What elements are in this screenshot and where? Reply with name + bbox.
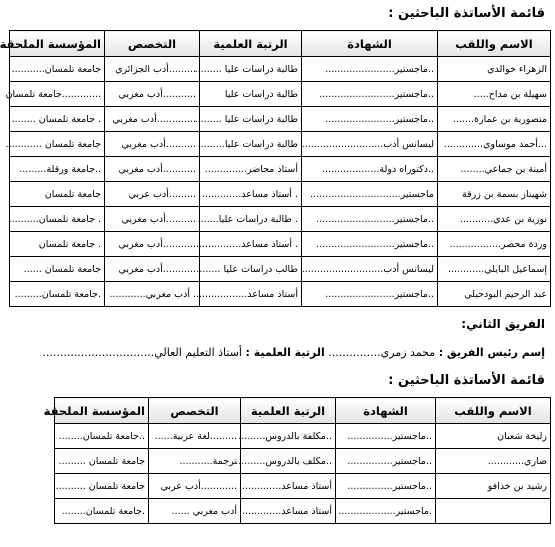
degree-cell: .ماجستير................... — [336, 499, 436, 524]
rank-cell: طالب دراسات عليا ........ — [200, 257, 302, 282]
researchers-table-1 — [0, 30, 551, 307]
institution-cell: جامعة تلمسان ............ — [10, 132, 105, 157]
degree-cell: ..ماجستير....................... — [302, 282, 438, 307]
table1-header-row — [10, 31, 551, 57]
specialty-cell: أدب مغربي ...... — [149, 499, 241, 524]
specialty-cell: .........أدب عربي — [105, 182, 200, 207]
rank-cell: ..مكلفة بالدروس......... — [241, 424, 336, 449]
header-institution: المؤسسة الملحقة — [10, 31, 105, 57]
name-cell: إسماعيل البايلي............ — [438, 257, 551, 282]
degree-cell: ..ماجستير.......................... — [302, 207, 438, 232]
table-row — [55, 499, 551, 524]
specialty-cell: ............أدب عربي — [149, 474, 241, 499]
rank-cell: أستاذ مساعد................. — [200, 282, 302, 307]
institution-cell: جامعة تلمسان ......... — [55, 449, 149, 474]
institution-cell: ..جامعة ورقلة......... — [10, 157, 105, 182]
rank-cell: ..مكلف بالدروس.......... — [241, 449, 336, 474]
table-row — [55, 474, 551, 499]
name-cell: صاري............ — [436, 449, 551, 474]
specialty-cell: ..........أدب مغربي — [105, 132, 200, 157]
leader-rank-label: الرتبة العلمية : — [245, 346, 325, 359]
degree-cell: ..ماجستير....................... — [302, 57, 438, 82]
table-row — [10, 282, 551, 307]
table-row — [10, 132, 551, 157]
leader-name-value: محمد زمري............... — [328, 346, 436, 359]
table-row — [55, 424, 551, 449]
section1-title: قائمة الأساتذة الباحثين : — [388, 6, 545, 21]
table2-header-row — [55, 398, 551, 424]
header-name: الاسم واللقب — [438, 31, 551, 57]
table-row — [10, 207, 551, 232]
degree-cell: ..ماجستير....................... — [302, 107, 438, 132]
rank-cell: . أستاذ مساعد............... — [200, 232, 302, 257]
specialty-cell: ..........أدب مغربي — [105, 207, 200, 232]
name-cell: رشيد بن خذافو — [436, 474, 551, 499]
rank-cell: أستاذ مساعد.............. — [241, 499, 336, 524]
team2-label: الفريق الثاني: — [461, 317, 545, 331]
institution-cell: . جامعة تلمسان — [10, 232, 105, 257]
name-cell: عبد الرحيم البودحيلي — [438, 282, 551, 307]
header-degree: الشهادة — [336, 398, 436, 424]
degree-cell: ..ماجستير............... — [336, 474, 436, 499]
table-row — [10, 182, 551, 207]
specialty-cell: . أدب مغربي............ — [105, 282, 200, 307]
rank-cell: أستاذ مساعد.............. — [241, 474, 336, 499]
name-cell: منصورية بن عمارة....... — [438, 107, 551, 132]
name-cell: شهيناز بسمة بن زرقة — [438, 182, 551, 207]
institution-cell: .جامعة تلمسان......... — [10, 282, 105, 307]
degree-cell: ليسانس أدب........................... — [302, 132, 438, 157]
degree-cell: ليسانس أدب........................... — [302, 257, 438, 282]
institution-cell: .جامعة تلمسان........ — [55, 499, 149, 524]
table-row — [10, 157, 551, 182]
table-row — [10, 232, 551, 257]
degree-cell: ..دكتوراه دولة................... — [302, 157, 438, 182]
table-row — [10, 82, 551, 107]
specialty-cell: ترجمة........... — [149, 449, 241, 474]
specialty-cell: ...........أدب مغربي — [105, 257, 200, 282]
rank-cell: أستاذ محاضر.............. — [200, 157, 302, 182]
header-rank: الرتبة العلمية — [241, 398, 336, 424]
specialty-cell: ...........أدب مغربي — [105, 82, 200, 107]
institution-cell: . جامعة تلمسان ........ — [10, 107, 105, 132]
rank-cell: طالبة دراسات عليا ......... — [200, 107, 302, 132]
header-name: الاسم واللقب — [436, 398, 551, 424]
rank-cell: طالبة دراسات عليا — [200, 82, 302, 107]
name-cell: ...أحمد موساوي............. — [438, 132, 551, 157]
header-specialty: التخصص — [105, 31, 200, 57]
name-cell: أمينة بن جماعي........ — [438, 157, 551, 182]
specialty-cell: .........أدب الجزائري — [105, 57, 200, 82]
header-degree: الشهادة — [302, 31, 438, 57]
table-row — [55, 449, 551, 474]
specialty-cell: ...........أدب مغربي — [105, 157, 200, 182]
leader-name-label: إسم رئيس الفريق : — [438, 346, 545, 359]
name-cell: زليخة شعبان — [436, 424, 551, 449]
institution-cell: جامعة تلمسان........... — [10, 57, 105, 82]
table-row — [10, 107, 551, 132]
degree-cell: ..ماجستير.......................... — [302, 232, 438, 257]
table-row — [10, 57, 551, 82]
name-cell: سهيلة بن مداح..... — [438, 82, 551, 107]
degree-cell: ماجستير.............................. — [302, 182, 438, 207]
rank-cell: طالبة دراسات عليا ......... — [200, 57, 302, 82]
specialty-cell: .............أدب مغربي — [105, 107, 200, 132]
name-cell: وردة محصر................. — [438, 232, 551, 257]
institution-cell: . جامعة تلمسان.......... — [10, 207, 105, 232]
team-leader-line — [25, 345, 545, 361]
degree-cell: ..ماجستير............... — [336, 424, 436, 449]
institution-cell: ..جامعة تلمسان........ — [55, 424, 149, 449]
header-rank: الرتبة العلمية — [200, 31, 302, 57]
header-institution: المؤسسة الملحقة — [55, 398, 149, 424]
specialty-cell: ...........أدب مغربي — [105, 232, 200, 257]
name-cell — [436, 499, 551, 524]
researchers-table-2 — [43, 397, 551, 524]
institution-cell: .............جامعة تلمسان — [10, 82, 105, 107]
name-cell: نورية بن عدي........... — [438, 207, 551, 232]
rank-cell: . طالبة دراسات عليا....... — [200, 207, 302, 232]
name-cell: الزهراء خوالدي — [438, 57, 551, 82]
degree-cell: ..ماجستير............... — [336, 449, 436, 474]
rank-cell: . أستاذ مساعد............. — [200, 182, 302, 207]
header-specialty: التخصص — [149, 398, 241, 424]
section2-title: قائمة الأساتذة الباحثين : — [388, 373, 545, 388]
institution-cell: جامعة تلمسان .......... — [55, 474, 149, 499]
rank-cell: طالبة دراسات عليا......... — [200, 132, 302, 157]
institution-cell: جامعة تلمسان — [10, 182, 105, 207]
degree-cell: ..ماجستير......................... — [302, 82, 438, 107]
specialty-cell: .........لغة عربية...... — [149, 424, 241, 449]
leader-rank-value: أستاذ التعليم العالي................................ — [42, 346, 242, 359]
table-row — [10, 257, 551, 282]
institution-cell: جامعة تلمسان ...... — [10, 257, 105, 282]
